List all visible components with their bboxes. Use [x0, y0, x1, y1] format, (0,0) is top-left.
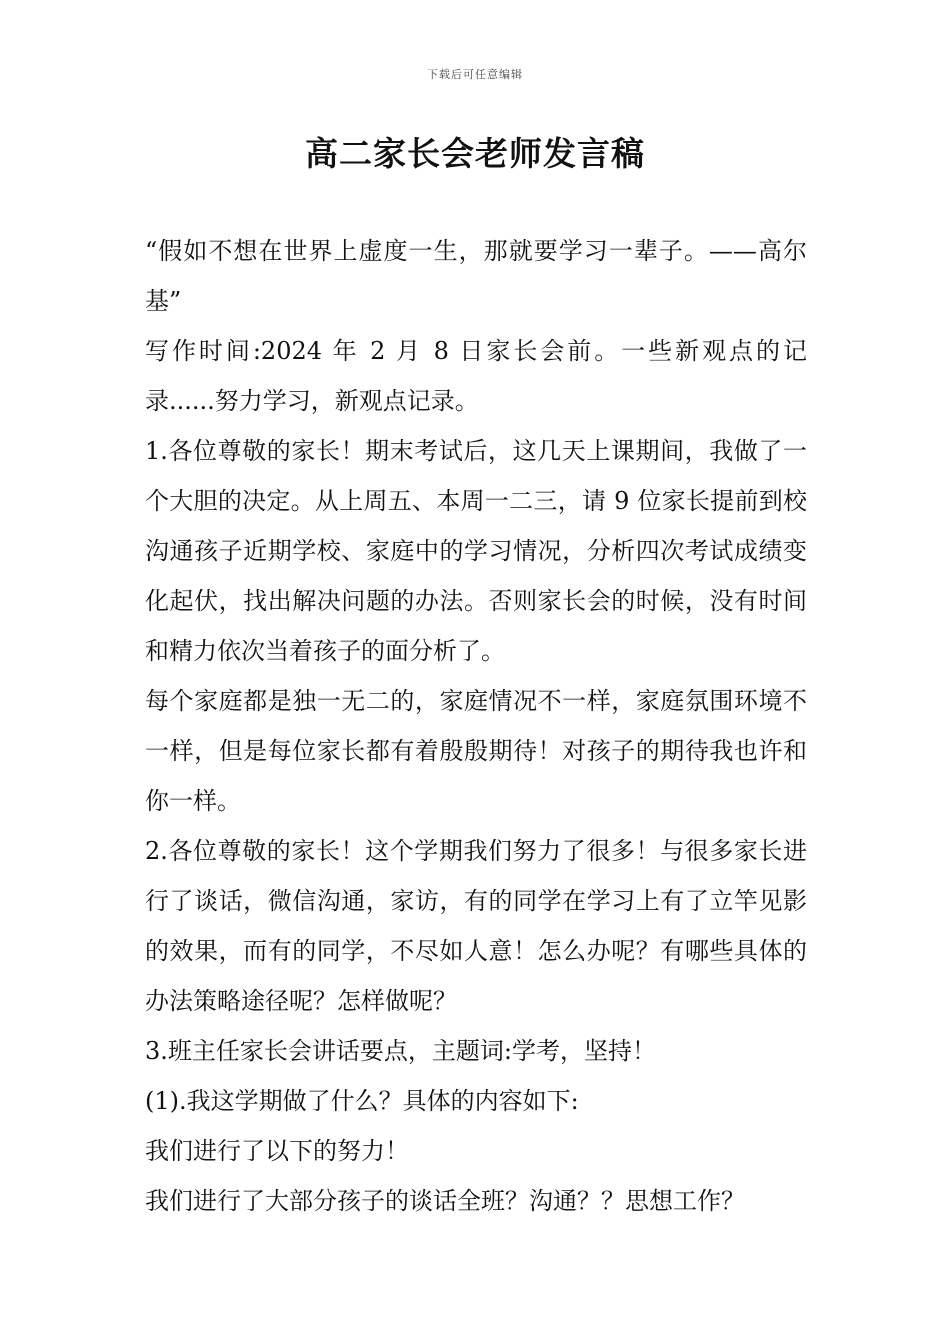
paragraph-subpoint-1: (1).我这学期做了什么？具体的内容如下: — [145, 1087, 579, 1115]
paragraph-efforts: 我们进行了以下的努力！ — [145, 1137, 409, 1165]
paragraph-quote: “假如不想在世界上虚度一生，那就要学习一辈子。——高尔基” — [145, 237, 807, 315]
header-note: 下载后可任意编辑 — [427, 68, 523, 81]
document-title: 高二家长会老师发言稿 — [305, 134, 645, 173]
paragraph-point-3: 3.班主任家长会讲话要点，主题词:学考，坚持！ — [145, 1037, 656, 1065]
paragraph-family: 每个家庭都是独一无二的，家庭情况不一样，家庭氛围环境不一样，但是每位家长都有着殷殷期待！对孩子的期待我也许和你一样。 — [145, 687, 807, 815]
paragraph-point-1: 1.各位尊敬的家长！期末考试后，这几天上课期间，我做了一个大胆的决定。从上周五、本周一二三，请 9 位家长提前到校沟通孩子近期学校、家庭中的学习情况，分析四次考试成绩变化起伏，找出解决问题的办法。否则家长会的时候，没有时间和精力依次当着孩子的面分析了。 — [145, 437, 807, 665]
paragraph-point-2: 2.各位尊敬的家长！这个学期我们努力了很多！与很多家长进行了谈话，微信沟通，家访，有的同学在学习上有了立竿见影的效果，而有的同学，不尽如人意！怎么办呢？有哪些具体的办法策略途径呢？怎样做呢？ — [145, 837, 807, 1015]
paragraph-talks: 我们进行了大部分孩子的谈话全班？沟通？？思想工作？ — [145, 1187, 745, 1215]
paragraph-writing-time: 写作时间:2024 年 2 月 8 日家长会前。一些新观点的记录......努力学习，新观点记录。 — [145, 337, 807, 415]
document-body — [145, 226, 807, 1226]
